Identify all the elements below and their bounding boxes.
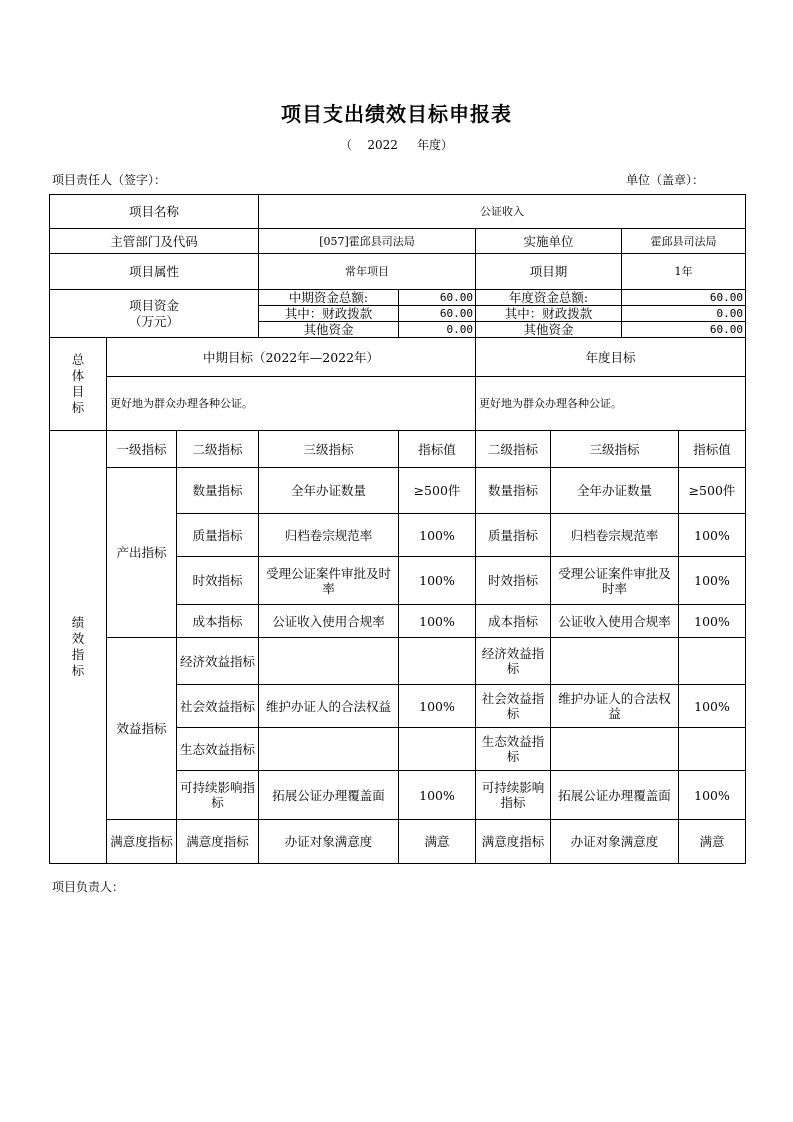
row-l2: 数量指标	[177, 468, 259, 514]
row-l3-year: 全年办证数量	[551, 468, 679, 514]
dept-value: [057]霍邱县司法局	[259, 229, 476, 254]
row-l2: 生态效益指标	[177, 728, 259, 771]
period-value: 1年	[622, 254, 745, 290]
project-name-value: 公证收入	[259, 195, 745, 229]
row-value: 100%	[399, 685, 476, 728]
row-value: 100%	[399, 605, 476, 638]
row-value: 100%	[399, 557, 476, 605]
row-value: 满意	[399, 820, 476, 863]
overall-goal-side-label	[50, 338, 107, 431]
row-l2-year: 可持续影响指标	[476, 771, 551, 820]
row-l3: 维护办证人的合法权益	[259, 685, 399, 728]
attr-value: 常年项目	[259, 254, 476, 290]
header-value-year: 指标值	[679, 431, 745, 468]
attr-label: 项目属性	[50, 254, 259, 290]
target-table	[49, 194, 746, 864]
mid-other-label: 其他资金	[259, 322, 399, 338]
output-indicator-group: 产出指标	[107, 468, 177, 638]
project-leader-label: 项目负责人：	[52, 880, 125, 894]
page-title: 项目支出绩效目标申报表	[281, 102, 512, 126]
row-l2: 时效指标	[177, 557, 259, 605]
overall-side-char: 总	[71, 352, 85, 367]
satisfaction-indicator-group: 满意度指标	[107, 820, 177, 863]
mid-goal-text: 更好地为群众办理各种公证。	[107, 377, 476, 431]
row-l3: 拓展公证办理覆盖面	[259, 771, 399, 820]
year-fiscal-value: 0.00	[622, 306, 745, 322]
row-l3: 公证收入使用合规率	[259, 605, 399, 638]
period-label: 项目期	[476, 254, 622, 290]
mid-total-value: 60.00	[399, 290, 476, 306]
row-l3: 办证对象满意度	[259, 820, 399, 863]
dept-label: 主管部门及代码	[50, 229, 259, 254]
row-value-year: 100%	[679, 605, 745, 638]
project-name-label: 项目名称	[50, 195, 259, 229]
year-other-value: 60.00	[622, 322, 745, 338]
row-l3-year: 维护办证人的合法权益	[551, 685, 679, 728]
row-l2: 满意度指标	[177, 820, 259, 863]
impl-unit-label: 实施单位	[476, 229, 622, 254]
year-fiscal-label: 其中：财政拨款	[476, 306, 622, 322]
perf-side-char: 效	[71, 631, 85, 646]
row-value-year	[679, 728, 745, 771]
row-l3-year: 拓展公证办理覆盖面	[551, 771, 679, 820]
row-l2-year: 质量指标	[476, 514, 551, 557]
row-l2-year: 生态效益指标	[476, 728, 551, 771]
row-l2: 经济效益指标	[177, 638, 259, 685]
header-value: 指标值	[399, 431, 476, 468]
row-l3: 受理公证案件审批及时率	[259, 557, 399, 605]
year-goal-text: 更好地为群众办理各种公证。	[476, 377, 745, 431]
overall-side-char: 目	[71, 384, 85, 399]
row-l2: 社会效益指标	[177, 685, 259, 728]
benefit-indicator-group: 效益指标	[107, 638, 177, 820]
row-l2-year: 数量指标	[476, 468, 551, 514]
row-l3-year: 公证收入使用合规率	[551, 605, 679, 638]
row-l3-year	[551, 638, 679, 685]
mid-fiscal-value: 60.00	[399, 306, 476, 322]
row-l2-year: 时效指标	[476, 557, 551, 605]
row-value-year: 满意	[699, 834, 725, 849]
year-goal-header: 年度目标	[476, 338, 745, 377]
row-value-year: 100%	[679, 685, 745, 728]
row-l2: 可持续影响指标	[177, 771, 259, 820]
year-other-label: 其他资金	[476, 322, 622, 338]
row-value-year: ≥500件	[679, 468, 745, 514]
row-l2-year: 社会效益指标	[476, 685, 551, 728]
row-l2: 质量指标	[177, 514, 259, 557]
header-level1: 一级指标	[107, 431, 177, 468]
row-l3-year: 办证对象满意度	[551, 820, 679, 863]
overall-side-char: 体	[71, 368, 85, 383]
header-level3: 三级指标	[259, 431, 399, 468]
funds-label-line1: 项目资金	[128, 297, 179, 313]
row-l2-year: 满意度指标	[476, 820, 551, 863]
row-l3-year: 受理公证案件审批及时率	[551, 557, 679, 605]
row-l3	[259, 638, 399, 685]
row-l2-year: 成本指标	[476, 605, 551, 638]
row-value: 100%	[399, 514, 476, 557]
row-value-year: 100%	[679, 514, 745, 557]
year-value: 2022	[367, 138, 398, 152]
funds-label	[50, 290, 259, 338]
row-value: 100%	[399, 771, 476, 820]
row-value-year: 100%	[679, 557, 745, 605]
header-level2: 二级指标	[177, 431, 259, 468]
year-total-label: 年度资金总额:	[476, 290, 622, 306]
header-level3-year: 三级指标	[551, 431, 679, 468]
row-value: ≥500件	[399, 468, 476, 514]
responsible-label: 项目责任人（签字）：	[52, 173, 167, 187]
year-unit: 年度）	[416, 138, 453, 152]
mid-total-label: 中期资金总额:	[259, 290, 399, 306]
row-l3: 归档卷宗规范率	[259, 514, 399, 557]
perf-side-char: 指	[71, 647, 85, 662]
unit-seal-label: 单位（盖章）：	[626, 173, 705, 187]
perf-side-label	[50, 431, 107, 863]
mid-goal-header: 中期目标（2022年—2022年）	[107, 338, 476, 377]
perf-side-char: 标	[71, 663, 85, 678]
row-l3: 全年办证数量	[259, 468, 399, 514]
row-l3	[259, 728, 399, 771]
year-open: （	[340, 138, 353, 152]
row-l3-year	[551, 728, 679, 771]
row-value-year	[679, 638, 745, 685]
perf-side-char: 绩	[71, 615, 85, 630]
row-l3-year: 归档卷宗规范率	[551, 514, 679, 557]
overall-side-char: 标	[71, 400, 85, 415]
row-l2: 成本指标	[177, 605, 259, 638]
row-value	[399, 728, 476, 771]
row-value	[399, 638, 476, 685]
row-l2-year: 经济效益指标	[476, 638, 551, 685]
funds-label-line2: （万元）	[128, 313, 179, 329]
impl-unit-value: 霍邱县司法局	[622, 229, 745, 254]
mid-other-value: 0.00	[399, 322, 476, 338]
year-line	[0, 136, 793, 153]
row-value-year: 100%	[679, 771, 745, 820]
mid-fiscal-label: 其中：财政拨款	[259, 306, 399, 322]
year-total-value: 60.00	[622, 290, 745, 306]
header-level2-year: 二级指标	[476, 431, 551, 468]
